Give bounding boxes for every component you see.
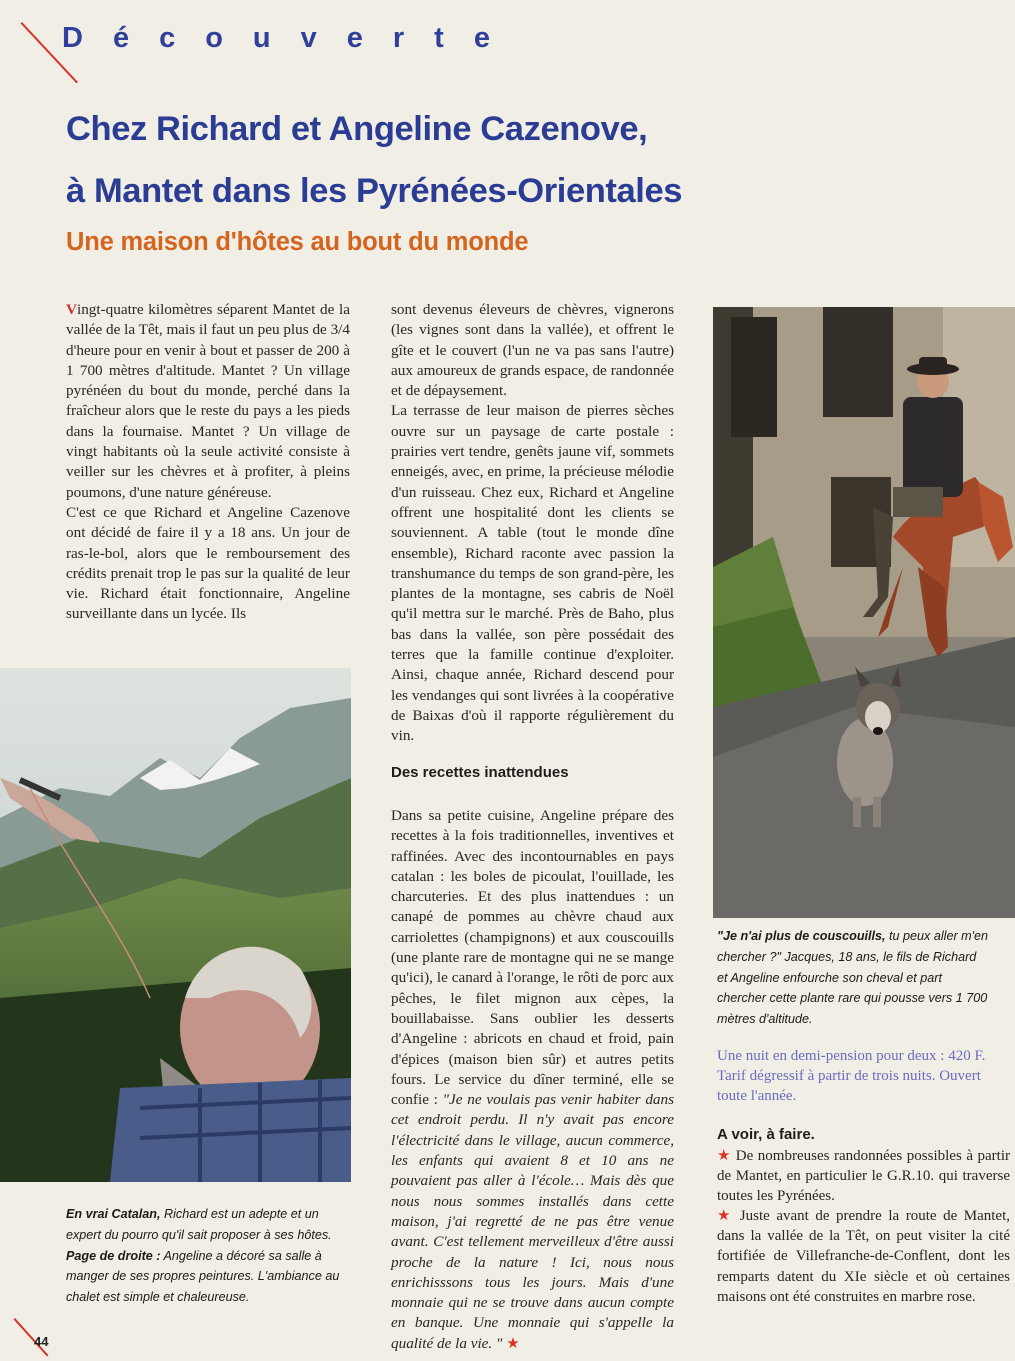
title-line-2: à Mantet dans les Pyrénées-Orientales bbox=[66, 172, 683, 210]
title-line-1: Chez Richard et Angeline Cazenove, bbox=[66, 110, 648, 148]
left-photo-caption bbox=[66, 1204, 356, 1308]
page-title bbox=[66, 98, 966, 222]
left-photo bbox=[0, 668, 351, 1182]
drop-cap: V bbox=[66, 301, 77, 318]
see-and-do-item-villefranche bbox=[717, 1206, 1010, 1306]
item-hiking-text: De nombreuses randonnées possibles à partir de Mantet, en particulier le G.R.10. qui traverse toutes les Pyrénées. bbox=[717, 1148, 1010, 1205]
farmers-paragraph: sont devenus éleveurs de chèvres, vignerons (les vignes sont dans la vallée), et offrent le gîte et le couvert (l'un ne va pas sans l'autre) aux amoureux de grands espace, de randonnée et de dépaysement. bbox=[391, 301, 674, 400]
right-photo bbox=[713, 307, 1015, 918]
see-and-do-item-hiking bbox=[717, 1146, 1010, 1206]
end-star-icon: ★ bbox=[506, 1334, 520, 1352]
recipes-text: Dans sa petite cuisine, Angeline prépare des recettes à la fois traditionnelles, inventives et raffinées. Avec des incontournables en pays catalan : les boles de picoulat, l'ouillade, les charcuteries. Et des plus inattendues : un canapé de pommes au chèvre chaud aux carriolettes (champignons) et aux couscouills (une plante rare de montagne qui ne se mange qu'ici), le canard à l'orange, le rôti de porc aux pêches, le filet mignon aux cèpes, la bouillabaisse. Sans oublier les desserts d'Angeline : abricots en chaud et froid, pain d'épices (maison bien sûr) et autres petits fours. Le service du dîner terminé, elle se confie : bbox=[391, 807, 674, 1109]
see-and-do-heading: A voir, à faire. bbox=[717, 1126, 815, 1143]
star-icon: ★ bbox=[717, 1148, 732, 1164]
caption-text-1: Richard est un adepte et un expert du pourro qu'il sait proposer à ses hôtes. bbox=[66, 1207, 332, 1242]
recipes-heading: Des recettes inattendues bbox=[391, 764, 569, 781]
angeline-quote: "Je ne voulais pas venir habiter dans cet endroit perdu. Il n'y avait pas encore l'électricité dans le village, aucun commerce, les enfants qui avaient 8 et 10 ans ne pouvaient pas aller à l'école… Mais dès que nous nous sommes installés dans cette maison, j'ai regretté de ne pas être venue avant. C'est tellement merveilleux d'être aussi proche de la nature ! Ici, nous nous enrichisssons tous les jours. Mais d'une monnaie qui ne se trouve dans aucun compte en banque. Une monnaie qui s'appelle la qualité de la vie. " bbox=[391, 1091, 675, 1352]
caption-lead-2: Page de droite : bbox=[66, 1248, 161, 1263]
intro-text: ingt-quatre kilomètres séparent Mantet de la vallée de la Têt, mais il faut un peu plus de 3/4 d'heure pour en venir à bout et passer de 200 à 1 700 mètres d'altitude. Mantet ? Un village pyrénéen du bout du monde, perché dans la fraîcheur alors que le reste du pays a les pieds dans la fournaise. Mantet ? Un village de vingt habitants où la seule activité consiste à veiller sur les chèvres et à profiter, à pleins poumons, d'une nature généreuse. bbox=[66, 301, 350, 501]
caption-text-2: Angeline a décoré sa salle à manger de ses propres peintures. L'ambiance au chalet est simple et chaleureuse. bbox=[66, 1248, 340, 1305]
rider-horse-dog-image bbox=[713, 307, 1015, 918]
terrace-paragraph: La terrasse de leur maison de pierres sèches ouvre sur un paysage de carte postale : prairies vert tendre, genêts jaune vif, sommets enneigés, avec, en prime, la précieuse mélodie d'un ruisseau. Chez eux, Richard et Angeline offrent une hospitalité dont les clients se souviennent. A table (tout le monde dîne ensemble), Richard raconte avec passion la transhumance du temps de son grand-père, les plantes de la montagne, ses cabris de Noël qu'il mettra sur le marché. Près de Baho, plus bas dans la vallée, son père possédait des terres que la famille continue d'exploiter. Ainsi, chaque année, Richard descend pour les vendanges qui sont livrées à la coopérative de Baixas d'où il rapporte régulièrement du vin. bbox=[391, 402, 674, 745]
article-column-1 bbox=[66, 300, 350, 625]
mountain-landscape-image bbox=[0, 668, 351, 1182]
recipes-paragraph bbox=[391, 806, 674, 1354]
decision-paragraph: C'est ce que Richard et Angeline Cazenove ont décidé de faire il y a 18 ans. Un jour de ras-le-bol, alors que le remboursement des crédits prenait trop le pas sur la qualité de leur vie. Richard était fonctionnaire, Angeline surveillante dans un lycée. Ils bbox=[66, 503, 350, 623]
right-photo-caption bbox=[717, 926, 989, 1030]
right-caption-lead: "Je n'ai plus de couscouills, bbox=[717, 929, 886, 943]
section-label: Découverte bbox=[62, 22, 520, 54]
intro-paragraph bbox=[66, 300, 350, 503]
see-and-do-list bbox=[717, 1146, 1010, 1307]
page-number: 44 bbox=[34, 1334, 49, 1349]
price-info: Une nuit en demi-pension pour deux : 420 F. Tarif dégressif à partir de trois nuits. Ouvert toute l'année. bbox=[717, 1048, 986, 1104]
star-icon: ★ bbox=[717, 1208, 734, 1225]
caption-lead-1: En vrai Catalan, bbox=[66, 1207, 161, 1221]
page-subtitle: Une maison d'hôtes au bout du monde bbox=[66, 228, 529, 256]
article-column-2-continued bbox=[391, 806, 674, 1354]
item-villefranche-text: Juste avant de prendre la route de Mantet, dans la vallée de la Têt, on peut visiter la cité fortifiée de Villefranche-de-Conflent, dont les remparts datent du XIe siècle et où certaines maisons ont été construites en marbre rose. bbox=[717, 1208, 1010, 1305]
article-column-2 bbox=[391, 300, 674, 747]
right-caption-text: tu peux aller m'en chercher ?" Jacques, 18 ans, le fils de Richard et Angeline enfourche son cheval et part chercher cette plante rare qui pousse vers 1 700 mètres d'altitude. bbox=[717, 929, 989, 1027]
